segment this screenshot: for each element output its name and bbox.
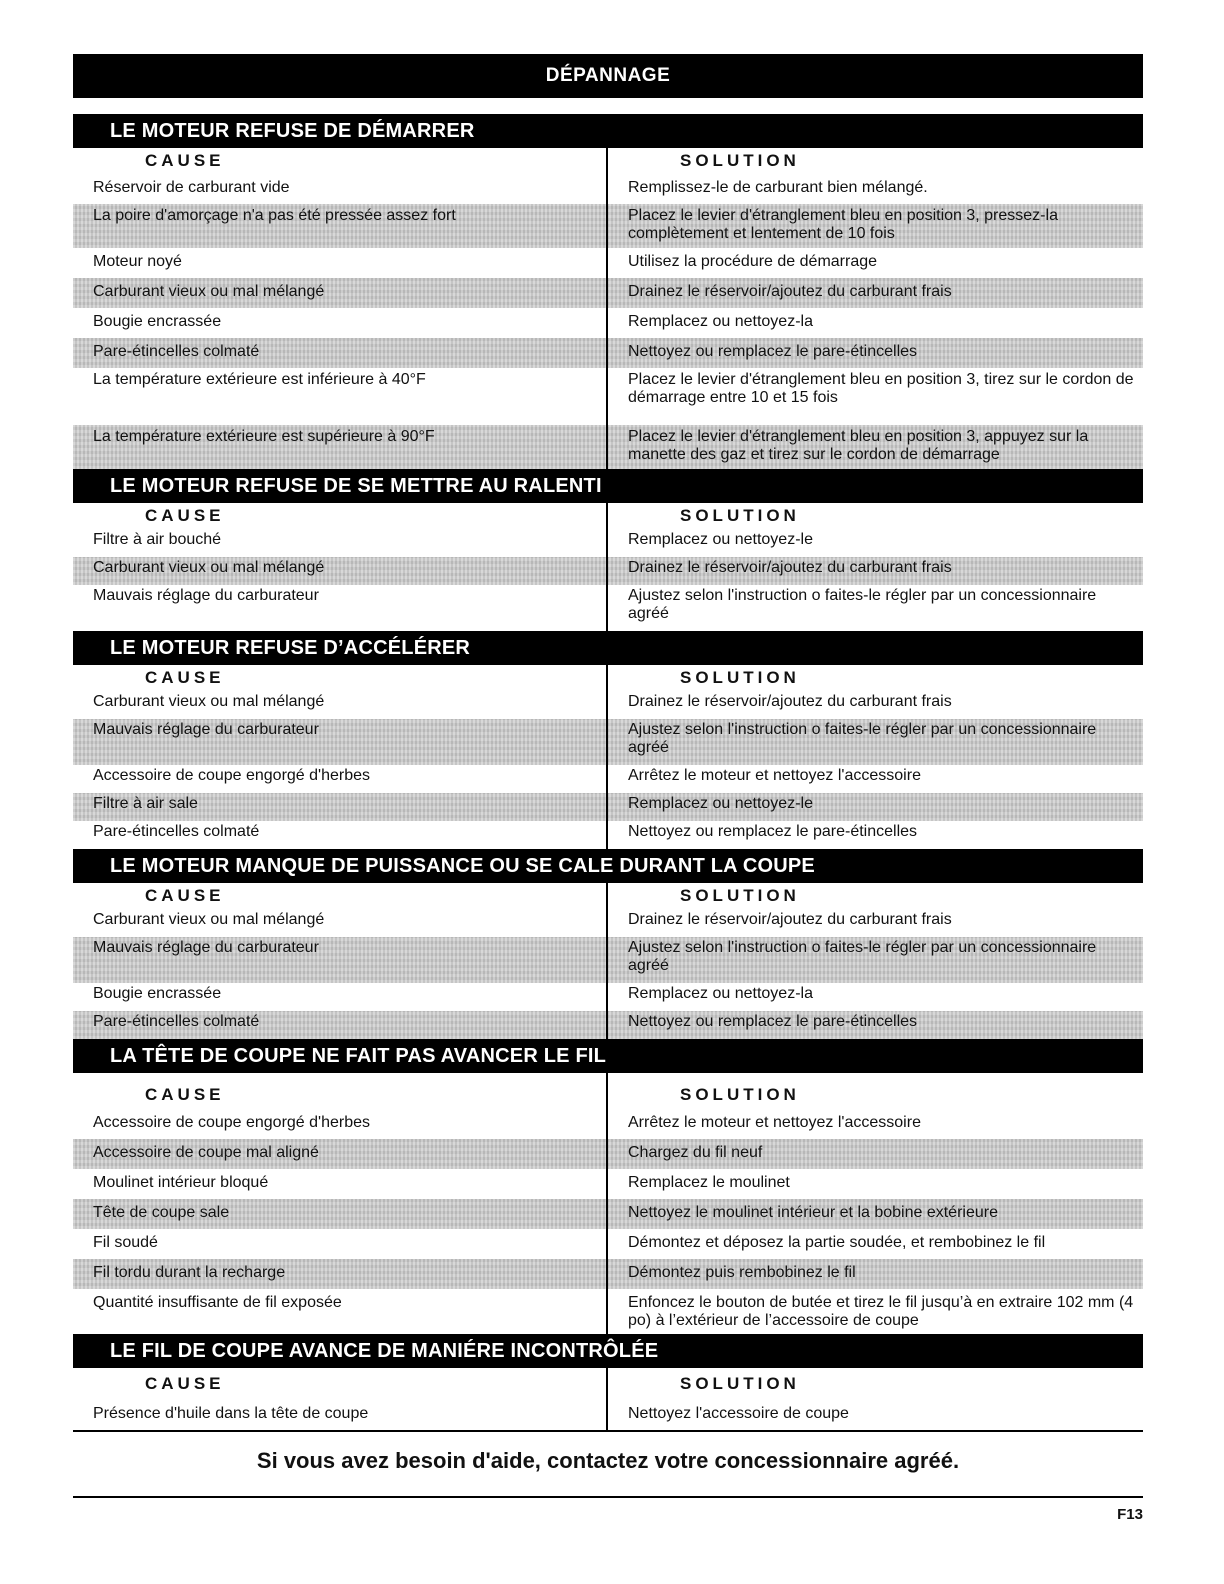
cause-cell: La température extérieure est supérieure à 90°F	[93, 428, 435, 445]
table-row	[73, 765, 1143, 793]
table-row	[73, 937, 1143, 983]
table-row	[73, 1259, 1143, 1289]
table-row	[73, 719, 1143, 765]
cause-cell: Accessoire de coupe mal aligné	[93, 1144, 319, 1161]
solution-column-header: SOLUTION	[680, 506, 800, 525]
cause-cell: Fil tordu durant la recharge	[93, 1264, 286, 1281]
table-row	[73, 204, 1143, 248]
table-wont-start	[73, 148, 1143, 469]
cause-cell: Carburant vieux ou mal mélangé	[93, 283, 325, 300]
table-wont-idle	[73, 503, 1143, 631]
cause-cell: Carburant vieux ou mal mélangé	[93, 559, 325, 576]
table-row	[73, 1199, 1143, 1229]
solution-column-header: SOLUTION	[680, 1085, 800, 1104]
table-row	[73, 557, 1143, 585]
table-row	[73, 793, 1143, 821]
solution-cell: Remplacez ou nettoyez-la	[628, 985, 813, 1002]
solution-cell: Ajustez selon l'instruction o faites-le régler par un concessionnaire agréé	[628, 587, 1097, 622]
cause-cell: La poire d'amorçage n'a pas été pressée assez fort	[93, 207, 456, 224]
table-row	[73, 585, 1143, 631]
solution-cell: Remplacez ou nettoyez-le	[628, 531, 813, 548]
cause-cell: Carburant vieux ou mal mélangé	[93, 693, 325, 710]
solution-column-header: SOLUTION	[680, 1374, 800, 1393]
page-title: DÉPANNAGE	[73, 54, 1143, 98]
divider	[73, 1430, 1143, 1432]
solution-cell: Drainez le réservoir/ajoutez du carburant frais	[628, 911, 952, 928]
section-heading-wont-accelerate: LE MOTEUR REFUSE D’ACCÉLÉRER	[73, 631, 1143, 665]
footer	[73, 1496, 1143, 1524]
solution-cell: Placez le levier d'étranglement bleu en position 3, pressez-la complètement et lentement de 10 fois	[628, 207, 1058, 242]
solution-cell: Drainez le réservoir/ajoutez du carburant frais	[628, 283, 952, 300]
solution-cell: Nettoyez ou remplacez le pare-étincelles	[628, 343, 918, 360]
cause-cell: Mauvais réglage du carburateur	[93, 587, 319, 604]
section-heading-lacks-power: LE MOTEUR MANQUE DE PUISSANCE OU SE CALE DURANT LA COUPE	[73, 849, 1143, 883]
table-row	[73, 1109, 1143, 1139]
cause-column-header: CAUSE	[145, 506, 225, 525]
cause-cell: Moulinet intérieur bloqué	[93, 1174, 269, 1191]
table-line-advances-uncontrolled	[73, 1368, 1143, 1430]
cause-column-header: CAUSE	[145, 1085, 225, 1104]
table-lacks-power	[73, 883, 1143, 1039]
cause-cell: La température extérieure est inférieure à 40°F	[93, 371, 426, 388]
table-row	[73, 368, 1143, 425]
cause-cell: Pare-étincelles colmaté	[93, 823, 260, 840]
section-heading-no-line-advance: LA TÊTE DE COUPE NE FAIT PAS AVANCER LE FIL	[73, 1039, 1143, 1073]
cause-cell: Pare-étincelles colmaté	[93, 343, 260, 360]
cause-cell: Accessoire de coupe engorgé d'herbes	[93, 1114, 371, 1131]
section-heading-wont-idle: LE MOTEUR REFUSE DE SE METTRE AU RALENTI	[73, 469, 1143, 503]
solution-column-header: SOLUTION	[680, 668, 800, 687]
table-row	[73, 174, 1143, 204]
cause-column-header: CAUSE	[145, 668, 225, 687]
solution-cell: Remplissez-le de carburant bien mélangé.	[628, 179, 928, 196]
cause-cell: Bougie encrassée	[93, 313, 222, 330]
cause-cell: Bougie encrassée	[93, 985, 222, 1002]
table-row	[73, 529, 1143, 557]
page-number: F13	[1117, 1506, 1143, 1523]
cause-cell: Réservoir de carburant vide	[93, 179, 290, 196]
table-row	[73, 1400, 1143, 1430]
cause-column-header: CAUSE	[145, 886, 225, 905]
table-row	[73, 278, 1143, 308]
solution-cell: Placez le levier d'étranglement bleu en position 3, tirez sur le cordon de démarrage entre 10 et 15 fois	[628, 371, 1134, 406]
cause-cell: Présence d'huile dans la tête de coupe	[93, 1405, 369, 1422]
section-heading-wont-start: LE MOTEUR REFUSE DE DÉMARRER	[73, 114, 1143, 148]
solution-cell: Drainez le réservoir/ajoutez du carburant frais	[628, 559, 952, 576]
troubleshooting-page	[73, 54, 1143, 1524]
solution-cell: Enfoncez le bouton de butée et tirez le fil jusqu’à en extraire 102 mm (4 po) à l’extérieur de l’accessoire de coupe	[628, 1294, 1134, 1329]
solution-cell: Démontez et déposez la partie soudée, et rembobinez le fil	[628, 1234, 1046, 1251]
cause-cell: Filtre à air sale	[93, 795, 198, 812]
column-headers	[73, 1368, 1143, 1400]
solution-cell: Nettoyez ou remplacez le pare-étincelles	[628, 823, 918, 840]
section-heading-line-advances-uncontrolled: LE FIL DE COUPE AVANCE DE MANIÉRE INCONTRÔLÉE	[73, 1334, 1143, 1368]
cause-cell: Mauvais réglage du carburateur	[93, 721, 319, 738]
table-row	[73, 338, 1143, 368]
cause-cell: Filtre à air bouché	[93, 531, 222, 548]
solution-cell: Arrêtez le moteur et nettoyez l'accessoire	[628, 767, 921, 784]
column-headers	[73, 883, 1143, 909]
cause-cell: Moteur noyé	[93, 253, 182, 270]
solution-cell: Ajustez selon l'instruction o faites-le régler par un concessionnaire agréé	[628, 721, 1097, 756]
cause-column-header: CAUSE	[145, 151, 225, 170]
solution-cell: Ajustez selon l'instruction o faites-le régler par un concessionnaire agréé	[628, 939, 1097, 974]
column-headers	[73, 503, 1143, 529]
solution-cell: Remplacez le moulinet	[628, 1174, 790, 1191]
table-row	[73, 1139, 1143, 1169]
cause-cell: Tête de coupe sale	[93, 1204, 230, 1221]
table-row	[73, 1289, 1143, 1334]
table-row	[73, 1169, 1143, 1199]
table-row	[73, 308, 1143, 338]
table-no-line-advance	[73, 1073, 1143, 1334]
cause-cell: Accessoire de coupe engorgé d'herbes	[93, 767, 371, 784]
column-headers	[73, 1073, 1143, 1109]
cause-cell: Mauvais réglage du carburateur	[93, 939, 319, 956]
cause-cell: Pare-étincelles colmaté	[93, 1013, 260, 1030]
solution-cell: Démontez puis rembobinez le fil	[628, 1264, 856, 1281]
help-message: Si vous avez besoin d'aide, contactez votre concessionnaire agréé.	[256, 1448, 960, 1473]
column-headers	[73, 665, 1143, 691]
table-row	[73, 248, 1143, 278]
solution-cell: Drainez le réservoir/ajoutez du carburant frais	[628, 693, 952, 710]
table-row	[73, 909, 1143, 937]
table-row	[73, 691, 1143, 719]
solution-cell: Remplacez ou nettoyez-le	[628, 795, 813, 812]
solution-cell: Nettoyez l'accessoire de coupe	[628, 1405, 849, 1422]
solution-cell: Arrêtez le moteur et nettoyez l'accessoire	[628, 1114, 921, 1131]
solution-column-header: SOLUTION	[680, 886, 800, 905]
table-row	[73, 425, 1143, 469]
column-headers	[73, 148, 1143, 174]
solution-cell: Placez le levier d'étranglement bleu en position 3, appuyez sur la manette des gaz et tirez sur le cordon de démarrage	[628, 428, 1089, 463]
solution-cell: Remplacez ou nettoyez-la	[628, 313, 813, 330]
table-row	[73, 983, 1143, 1011]
cause-cell: Quantité insuffisante de fil exposée	[93, 1294, 342, 1311]
cause-cell: Carburant vieux ou mal mélangé	[93, 911, 325, 928]
table-row	[73, 1229, 1143, 1259]
solution-cell: Chargez du fil neuf	[628, 1144, 763, 1161]
table-wont-accelerate	[73, 665, 1143, 849]
table-row	[73, 821, 1143, 849]
solution-cell: Utilisez la procédure de démarrage	[628, 253, 878, 270]
cause-column-header: CAUSE	[145, 1374, 225, 1393]
table-row	[73, 1011, 1143, 1039]
solution-cell: Nettoyez ou remplacez le pare-étincelles	[628, 1013, 918, 1030]
cause-cell: Fil soudé	[93, 1234, 158, 1251]
solution-cell: Nettoyez le moulinet intérieur et la bobine extérieure	[628, 1204, 998, 1221]
solution-column-header: SOLUTION	[680, 151, 800, 170]
